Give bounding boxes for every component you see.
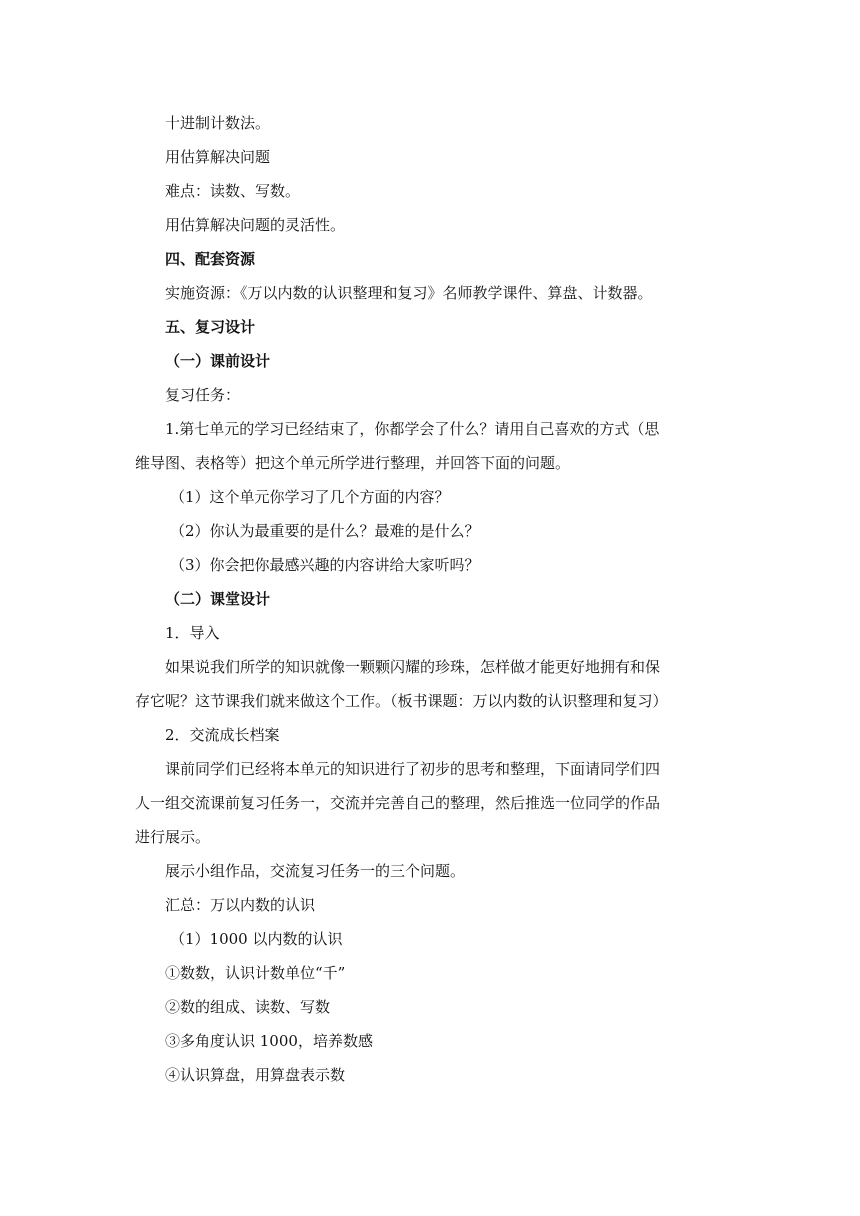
- text-line: 十进制计数法。: [165, 114, 271, 132]
- text-line: 实施资源：《万以内数的认识整理和复习》名师教学课件、算盘、计数器。: [165, 284, 653, 302]
- subsection-heading: （一）课前设计: [165, 352, 271, 370]
- text-line: 用估算解决问题: [165, 148, 271, 166]
- subsection-heading: （二）课堂设计: [165, 590, 271, 608]
- text-line: 1.第七单元的学习已经结束了，你都学会了什么？请用自己喜欢的方式（思: [165, 420, 660, 438]
- text-line: 人一组交流课前复习任务一，交流并完善自己的整理，然后推选一位同学的作品: [135, 794, 661, 812]
- text-line: 维导图、表格等）把这个单元所学进行整理，并回答下面的问题。: [135, 454, 571, 472]
- text-line: 汇总：万以内数的认识: [165, 896, 316, 914]
- text-line: 课前同学们已经将本单元的知识进行了初步的思考和整理，下面请同学们四: [165, 760, 661, 778]
- text-line: 用估算解决问题的灵活性。: [165, 216, 346, 234]
- document-body: [135, 106, 733, 1092]
- text-line: 复习任务：: [165, 386, 241, 404]
- list-item: ④认识算盘，用算盘表示数: [165, 1066, 346, 1084]
- text-line: 进行展示。: [135, 828, 211, 846]
- list-item: ③多角度认识 1000，培养数感: [165, 1032, 373, 1050]
- text-line: 如果说我们所学的知识就像一颗颗闪耀的珍珠，怎样做才能更好地拥有和保: [165, 658, 661, 676]
- question-item: （3）你会把你最感兴趣的内容讲给大家听吗？: [170, 556, 480, 574]
- list-item: ①数数，认识计数单位“千”: [165, 964, 346, 982]
- list-item: （1）1000 以内数的认识: [170, 930, 343, 948]
- text-line: 难点：读数、写数。: [165, 182, 301, 200]
- text-line: 展示小组作品，交流复习任务一的三个问题。: [165, 862, 466, 880]
- step-heading: 1．导入: [165, 624, 220, 642]
- list-item: ②数的组成、读数、写数: [165, 998, 331, 1016]
- step-heading: 2．交流成长档案: [165, 726, 280, 744]
- section-heading: 五、复习设计: [165, 318, 256, 336]
- question-item: （2）你认为最重要的是什么？最难的是什么？: [170, 522, 480, 540]
- section-heading: 四、配套资源: [165, 250, 256, 268]
- text-line: 存它呢？这节课我们就来做这个工作。（板书课题：万以内数的认识整理和复习）: [135, 692, 668, 710]
- question-item: （1）这个单元你学习了几个方面的内容？: [170, 488, 450, 506]
